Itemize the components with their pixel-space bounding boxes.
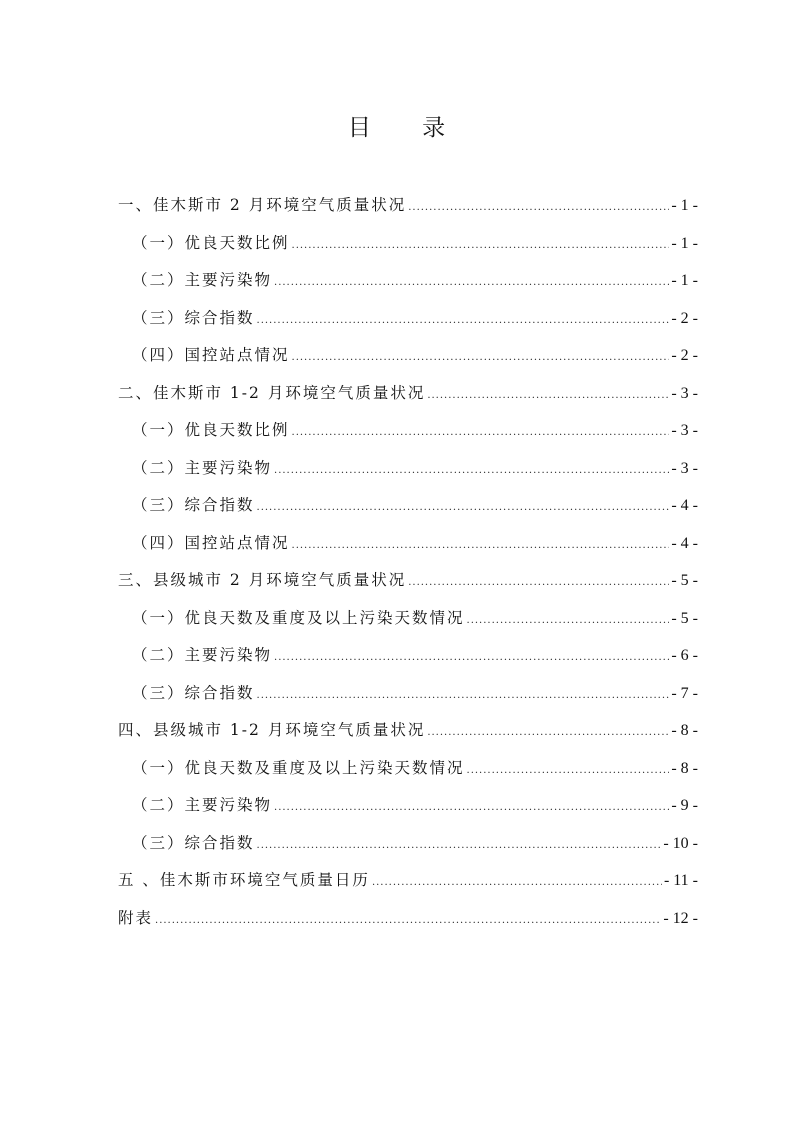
toc-page-number: - 4 - — [671, 497, 698, 514]
toc-entry-label: （一）优良天数及重度及以上污染天数情况 — [132, 608, 465, 627]
toc-entry-label: （三）综合指数 — [132, 496, 255, 514]
toc-leader-dots — [257, 831, 662, 861]
toc-entry-label: （四）国控站点情况 — [132, 346, 290, 364]
toc-page-number: - 9 - — [671, 797, 698, 814]
toc-entry-5[interactable] — [118, 865, 698, 903]
toc-entry-label: 附表 — [118, 908, 154, 927]
toc-entry-label: 一、佳木斯市 2 月环境空气质量状况 — [118, 196, 407, 214]
toc-leader-dots — [257, 493, 670, 523]
toc-entry-2[interactable] — [118, 378, 698, 416]
toc-entry-4-3[interactable] — [118, 828, 698, 866]
toc-leader-dots — [292, 418, 670, 448]
toc-entry-3-3[interactable] — [118, 678, 698, 716]
toc-page-number: - 3 - — [671, 459, 698, 477]
toc-entry-label: （四）国控站点情况 — [132, 533, 290, 552]
toc-leader-dots — [292, 531, 670, 561]
toc-entry-1[interactable] — [118, 190, 698, 228]
toc-leader-dots — [427, 381, 669, 411]
toc-entry-label: 五 、佳木斯市环境空气质量日历 — [118, 871, 370, 889]
toc-page-number: - 5 - — [671, 572, 698, 589]
toc-page-number: - 12 - — [663, 909, 698, 927]
table-of-contents — [118, 190, 698, 940]
toc-entry-appendix[interactable] — [118, 903, 698, 941]
toc-page-number: - 11 - — [663, 872, 698, 889]
toc-leader-dots — [408, 193, 669, 223]
toc-page-number: - 1 - — [671, 234, 698, 252]
toc-leader-dots — [274, 268, 669, 298]
toc-entry-3-2[interactable] — [118, 640, 698, 678]
toc-entry-1-1[interactable] — [118, 228, 698, 266]
toc-entry-1-3[interactable] — [118, 303, 698, 341]
toc-page-number: - 1 - — [671, 272, 698, 289]
toc-entry-1-4[interactable] — [118, 340, 698, 378]
toc-entry-label: （一）优良天数及重度及以上污染天数情况 — [132, 758, 465, 777]
toc-leader-dots — [274, 793, 669, 823]
toc-leader-dots — [372, 868, 662, 898]
toc-entry-label: （二）主要污染物 — [132, 458, 273, 477]
toc-entry-label: （一）优良天数比例 — [132, 421, 290, 439]
toc-leader-dots — [427, 718, 669, 748]
toc-leader-dots — [257, 306, 670, 336]
toc-entry-label: （二）主要污染物 — [132, 646, 273, 664]
toc-entry-4-2[interactable] — [118, 790, 698, 828]
toc-entry-label: （二）主要污染物 — [132, 796, 273, 814]
toc-leader-dots — [274, 456, 669, 486]
toc-entry-2-4[interactable] — [118, 528, 698, 566]
toc-entry-3[interactable] — [118, 565, 698, 603]
toc-page-number: - 8 - — [671, 759, 698, 777]
toc-page-number: - 4 - — [671, 534, 698, 552]
toc-page-number: - 2 - — [671, 309, 698, 327]
toc-entry-label: （三）综合指数 — [132, 308, 255, 327]
toc-entry-2-2[interactable] — [118, 453, 698, 491]
toc-entry-label: （二）主要污染物 — [132, 271, 273, 289]
toc-entry-label: 三、县级城市 2 月环境空气质量状况 — [118, 571, 407, 589]
toc-entry-label: 二、佳木斯市 1-2 月环境空气质量状况 — [118, 383, 426, 402]
toc-entry-4[interactable] — [118, 715, 698, 753]
toc-entry-label: （三）综合指数 — [132, 833, 255, 852]
toc-page-number: - 3 - — [671, 384, 698, 402]
toc-entry-2-3[interactable] — [118, 490, 698, 528]
toc-leader-dots — [408, 568, 669, 598]
toc-page-number: - 7 - — [671, 684, 698, 702]
toc-page-number: - 5 - — [671, 609, 698, 627]
toc-entry-label: 四、县级城市 1-2 月环境空气质量状况 — [118, 721, 426, 739]
toc-entry-label: （一）优良天数比例 — [132, 233, 290, 252]
toc-leader-dots — [155, 906, 661, 936]
toc-entry-4-1[interactable] — [118, 753, 698, 791]
toc-page-number: - 2 - — [671, 347, 698, 364]
toc-leader-dots — [467, 606, 670, 636]
toc-leader-dots — [257, 681, 670, 711]
page-title: 目 录 — [347, 115, 468, 141]
toc-page-number: - 10 - — [663, 834, 698, 852]
toc-page-number: - 1 - — [671, 197, 698, 214]
toc-page-number: - 6 - — [671, 647, 698, 664]
toc-page-number: - 3 - — [671, 422, 698, 439]
toc-leader-dots — [274, 643, 669, 673]
toc-leader-dots — [467, 756, 670, 786]
toc-entry-3-1[interactable] — [118, 603, 698, 641]
toc-leader-dots — [292, 343, 670, 373]
toc-leader-dots — [292, 231, 670, 261]
toc-page-number: - 8 - — [671, 722, 698, 739]
toc-entry-label: （三）综合指数 — [132, 683, 255, 702]
toc-entry-2-1[interactable] — [118, 415, 698, 453]
toc-entry-1-2[interactable] — [118, 265, 698, 303]
